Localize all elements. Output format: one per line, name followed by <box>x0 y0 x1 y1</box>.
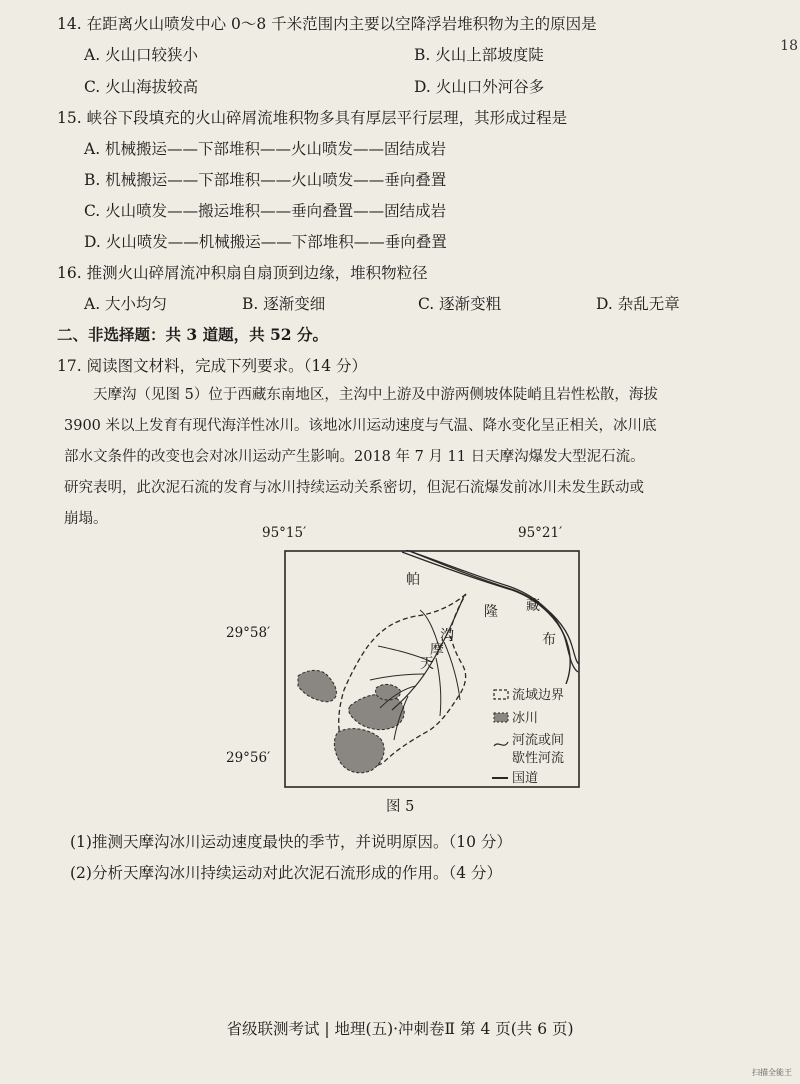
material-line: 3900 米以上发育有现代海洋性冰川。该地冰川运动速度与气温、降水变化呈正相关，冰川底 <box>64 418 657 434</box>
section-title: 二、非选择题：共 3 道题，共 52 分。 <box>57 325 328 344</box>
scanner-watermark: 扫描全能王 <box>752 1068 792 1077</box>
q16-stem: 16. 推测火山碎屑流冲积扇自扇顶到边缘，堆积物粒径 <box>57 264 428 282</box>
q17-material <box>64 380 748 535</box>
material-line: 崩塌。 <box>64 511 108 527</box>
figure-caption: 图 5 <box>386 799 415 815</box>
glacier-patch <box>298 670 336 701</box>
q15-option-d: D. 火山喷发——机械搬运——下部堆积——垂向叠置 <box>84 233 447 251</box>
q15-option-a: A. 机械搬运——下部堆积——火山喷发——固结成岩 <box>84 140 447 158</box>
main-stream <box>392 596 464 710</box>
legend-boundary-label: 流域边界 <box>512 688 565 703</box>
lat-bottom-label: 29°56′ <box>226 750 271 766</box>
q16-option-a: A. 大小均匀 <box>84 295 168 313</box>
q15-stem: 15. 峡谷下段填充的火山碎屑流堆积物多具有厚层平行层理，其形成过程是 <box>57 109 568 127</box>
material-line: 部水文条件的改变也会对冰川运动产生影响。2018 年 7 月 11 日天摩沟爆发大型泥石流。 <box>64 449 645 465</box>
q15-option-b: B. 机械搬运——下部堆积——火山喷发——垂向叠置 <box>84 171 447 189</box>
page-footer: 省级联测考试 | 地理(五)·冲刺卷Ⅱ 第 4 页(共 6 页) <box>226 1020 574 1038</box>
tributary <box>436 658 441 716</box>
gully-char: 天 <box>420 656 434 672</box>
legend-river-label-2: 歇性河流 <box>512 751 565 766</box>
glacier-patch <box>334 729 384 773</box>
gully-char: 沟 <box>440 628 454 644</box>
river-char: 布 <box>542 632 556 648</box>
legend-river-label-1: 河流或间 <box>512 733 565 748</box>
q16-option-c: C. 逐渐变粗 <box>418 295 502 313</box>
lon-left-label: 95°15′ <box>262 525 307 541</box>
legend-glacier-symbol <box>494 713 508 722</box>
lon-right-label: 95°21′ <box>518 525 563 541</box>
q14-option-d: D. 火山口外河谷多 <box>414 78 545 96</box>
q16-option-d: D. 杂乱无章 <box>596 295 680 313</box>
q14-stem: 14. 在距离火山喷发中心 0～8 千米范围内主要以空降浮岩堆积物为主的原因是 <box>57 15 597 33</box>
map-figure-5 <box>284 550 580 788</box>
legend-glacier-label: 冰川 <box>512 711 539 726</box>
q15-option-c: C. 火山喷发——搬运堆积——垂向叠置——固结成岩 <box>84 202 447 220</box>
glacier-patch <box>376 684 401 700</box>
q17-sub2: (2)分析天摩沟冰川持续运动对此次泥石流形成的作用。（4 分） <box>70 864 502 882</box>
side-page-number: 18 <box>780 38 798 54</box>
q17-stem: 17. 阅读图文材料，完成下列要求。（14 分） <box>57 357 367 375</box>
q14-option-c: C. 火山海拔较高 <box>84 78 199 96</box>
river-char: 隆 <box>484 604 498 620</box>
q17-sub1: (1)推测天摩沟冰川运动速度最快的季节，并说明原因。（10 分） <box>70 833 512 851</box>
tributary <box>444 642 460 700</box>
material-line: 天摩沟（见图 5）位于西藏东南地区，主沟中上游及中游两侧坡体陡峭且岩性松散，海拔 <box>93 387 658 403</box>
legend-road-label: 国道 <box>512 771 539 786</box>
q16-option-b: B. 逐渐变细 <box>242 295 326 313</box>
river-char: 帕 <box>406 572 420 588</box>
gully-char: 摩 <box>430 642 444 658</box>
lat-top-label: 29°58′ <box>226 625 271 641</box>
material-line: 研究表明，此次泥石流的发育与冰川持续运动关系密切，但泥石流爆发前冰川未发生跃动或 <box>64 480 644 496</box>
map-svg <box>284 550 580 788</box>
map-legend <box>492 684 578 786</box>
river-char: 藏 <box>526 598 540 614</box>
tributary <box>370 674 424 680</box>
glacier-patch <box>349 694 405 729</box>
q14-option-a: A. 火山口较狭小 <box>84 46 199 64</box>
q14-option-b: B. 火山上部坡度陡 <box>414 46 544 64</box>
